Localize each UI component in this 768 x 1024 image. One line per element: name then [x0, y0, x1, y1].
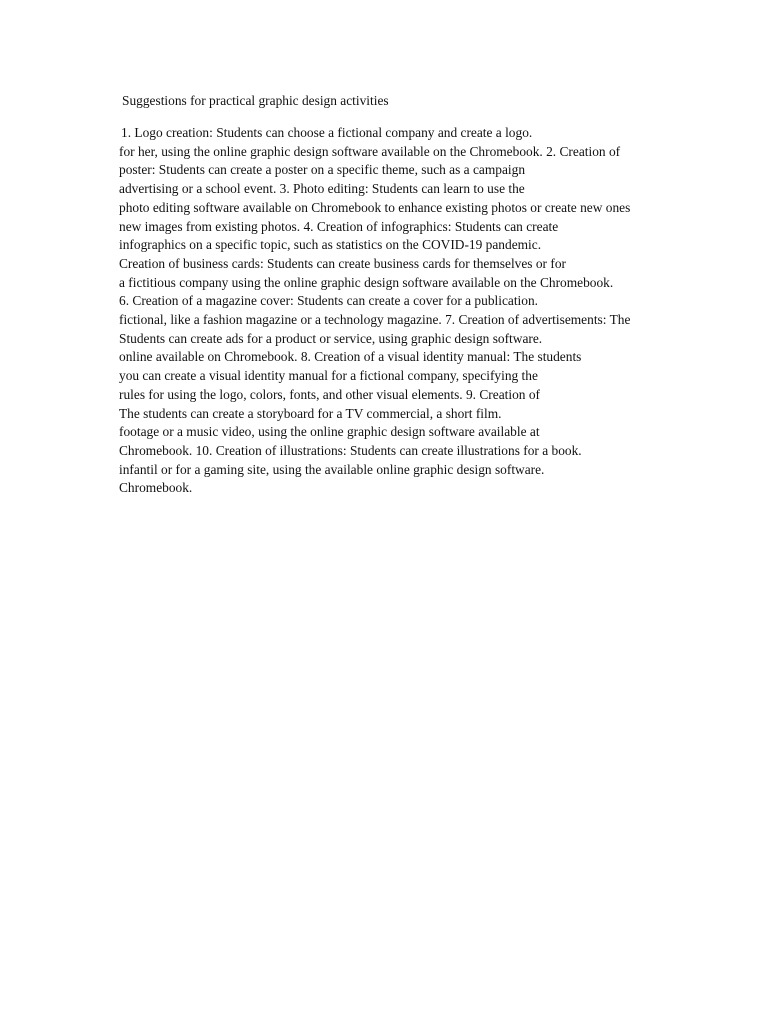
body-line: new images from existing photos. 4. Creation of infographics: Students can create — [119, 218, 559, 234]
body-line: advertising or a school event. 3. Photo editing: Students can learn to use the — [119, 181, 525, 197]
body-line: a fictitious company using the online graphic design software available on the Chromebook. — [119, 274, 614, 290]
body-line: infantil or for a gaming site, using the available online graphic design software. — [119, 461, 545, 477]
body-line: for her, using the online graphic design software available on the Chromebook. 2. Creation of — [119, 143, 621, 159]
body-line: infographics on a specific topic, such as statistics on the COVID-19 pandemic. — [119, 237, 542, 253]
body-line: 1. Logo creation: Students can choose a fictional company and create a logo. — [121, 125, 533, 140]
body-line: poster: Students can create a poster on a specific theme, such as a campaign — [119, 162, 526, 178]
body-line: fictional, like a fashion magazine or a technology magazine. 7. Creation of advertisements: The — [119, 312, 631, 328]
body-line: Chromebook. 10. Creation of illustrations: Students can create illustrations for a book. — [119, 442, 582, 458]
body-line: footage or a music video, using the online graphic design software available at — [119, 424, 540, 440]
body-line: you can create a visual identity manual for a fictional company, specifying the — [119, 368, 538, 384]
body-line: The students can create a storyboard for a TV commercial, a short film. — [119, 405, 502, 421]
body-line: Chromebook. — [119, 480, 193, 496]
body-line: online available on Chromebook. 8. Creation of a visual identity manual: The students — [119, 349, 582, 365]
body-line: rules for using the logo, colors, fonts, and other visual elements. 9. Creation of — [119, 386, 540, 402]
body-line: photo editing software available on Chromebook to enhance existing photos or create new ones — [119, 199, 631, 215]
body-line: Students can create ads for a product or service, using graphic design software. — [119, 330, 543, 346]
body-line: 6. Creation of a magazine cover: Students can create a cover for a publication. — [119, 293, 539, 309]
body-line: Creation of business cards: Students can create business cards for themselves or for — [119, 255, 566, 271]
document-title: Suggestions for practical graphic design activities — [122, 93, 389, 108]
document-body — [119, 124, 719, 498]
